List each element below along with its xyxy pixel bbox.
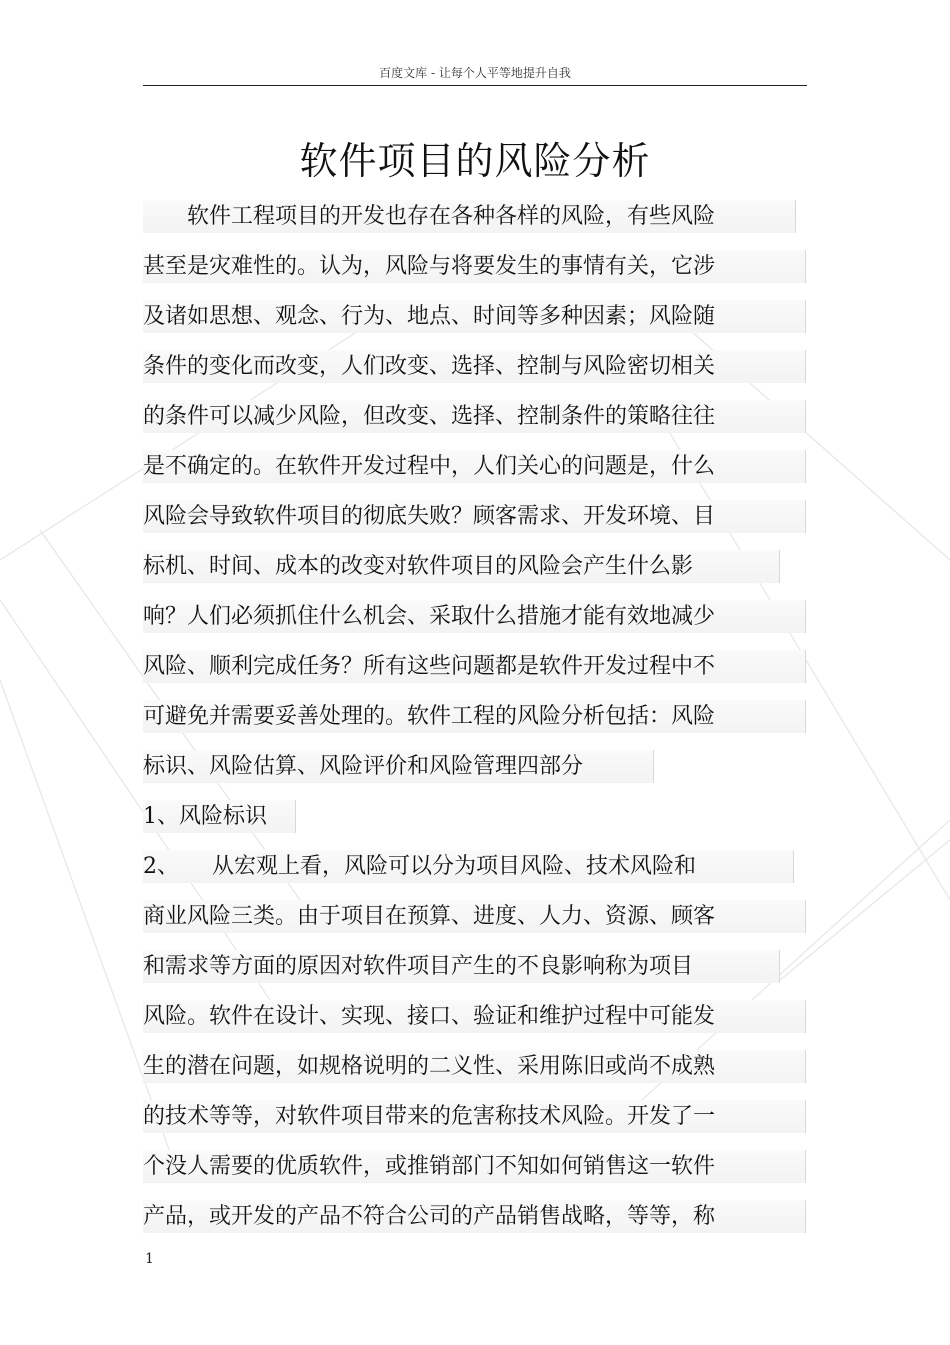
body-text-line: 是不确定的。在软件开发过程中，人们关心的问题是，什么 (143, 450, 806, 483)
body-text-line: 标机、时间、成本的改变对软件项目的风险会产生什么影 (143, 550, 780, 583)
page-number: 1 (145, 1251, 154, 1267)
body-text-line: 条件的变化而改变，人们改变、选择、控制与风险密切相关 (143, 350, 806, 383)
body-text-line: 可避免并需要妥善处理的。软件工程的风险分析包括：风险 (143, 700, 806, 733)
body-text-line: 风险。软件在设计、实现、接口、验证和维护过程中可能发 (143, 1000, 806, 1033)
body-text-line: 商业风险三类。由于项目在预算、进度、人力、资源、顾客 (143, 900, 806, 933)
section-heading: 1、风险标识 (143, 800, 296, 833)
body-text-line: 个没人需要的优质软件，或推销部门不知如何销售这一软件 (143, 1150, 806, 1183)
page-header: 百度文库 - 让每个人平等地提升自我 (379, 66, 571, 80)
body-text-line: 的技术等等，对软件项目带来的危害称技术风险。开发了一 (143, 1100, 806, 1133)
body-text-line: 产品，或开发的产品不符合公司的产品销售战略，等等，称 (143, 1200, 806, 1233)
body-text-line: 甚至是灾难性的。认为，风险与将要发生的事情有关，它涉 (143, 250, 806, 283)
body-text-line: 2、 从宏观上看，风险可以分为项目风险、技术风险和 (143, 850, 794, 883)
header-divider (143, 85, 807, 86)
body-text-line: 软件工程项目的开发也存在各种各样的风险，有些风险 (143, 200, 796, 233)
body-text-line: 生的潜在问题，如规格说明的二义性、采用陈旧或尚不成熟 (143, 1050, 806, 1083)
body-text-line: 标识、风险估算、风险评价和风险管理四部分 (143, 750, 654, 783)
body-text-line: 和需求等方面的原因对软件项目产生的不良影响称为项目 (143, 950, 780, 983)
body-text-line: 响？人们必须抓住什么机会、采取什么措施才能有效地减少 (143, 600, 806, 633)
body-text-line: 及诸如思想、观念、行为、地点、时间等多种因素；风险随 (143, 300, 806, 333)
page-title: 软件项目的风险分析 (299, 139, 651, 183)
body-text-line: 风险、顺利完成任务？所有这些问题都是软件开发过程中不 (143, 650, 806, 683)
body-text-line: 风险会导致软件项目的彻底失败？顾客需求、开发环境、目 (143, 500, 806, 533)
body-text-line: 的条件可以减少风险，但改变、选择、控制条件的策略往往 (143, 400, 806, 433)
